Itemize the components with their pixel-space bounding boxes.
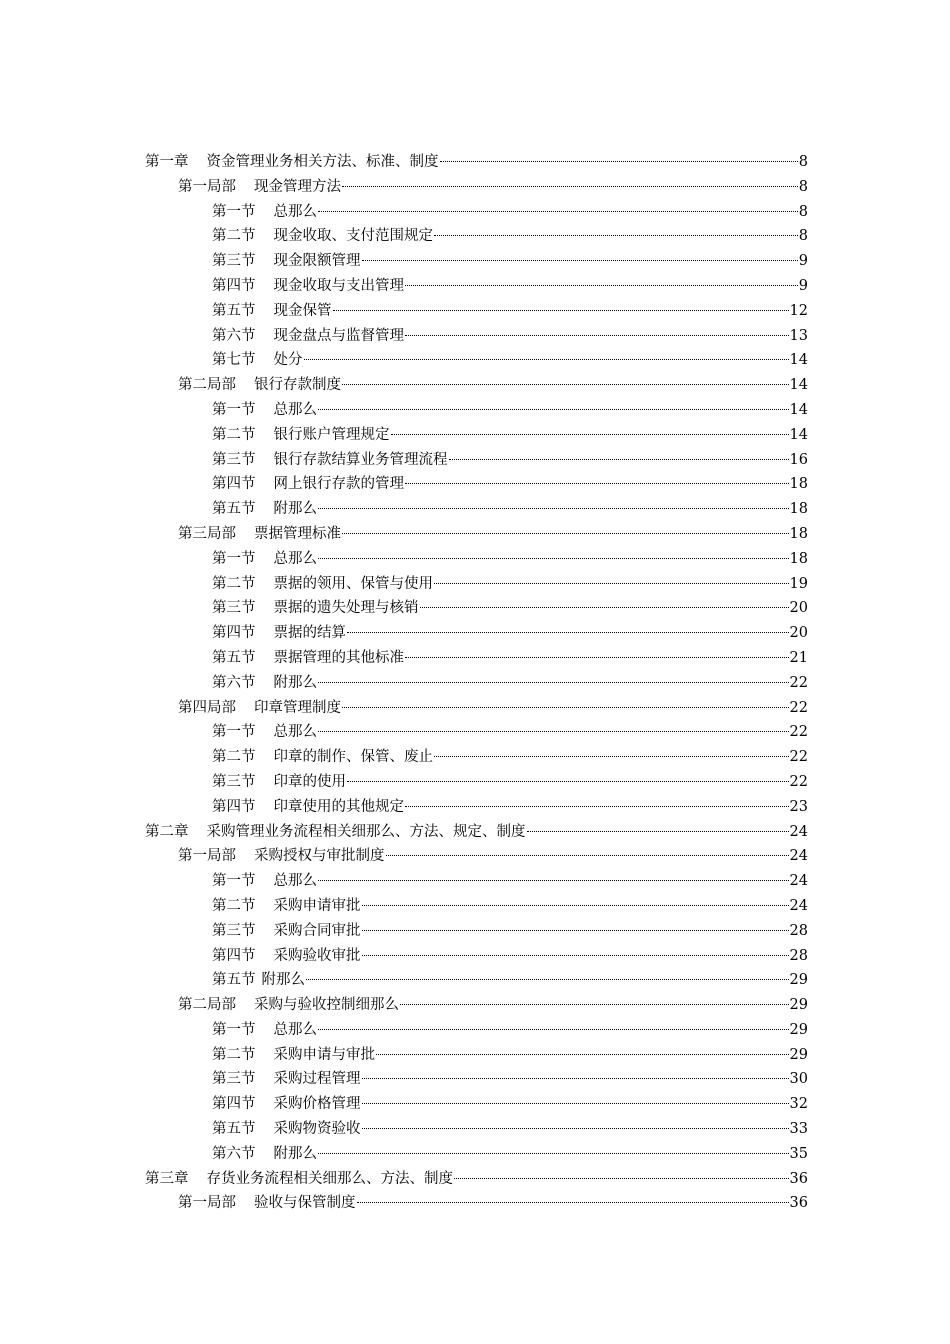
- dot-leader: [318, 409, 789, 410]
- toc-entry-number: 第七节: [212, 352, 256, 369]
- toc-entry-page: 18: [789, 476, 808, 493]
- dot-leader: [405, 657, 789, 658]
- toc-entry-title: 总那么: [273, 550, 317, 567]
- toc-entry[interactable]: [0, 919, 950, 944]
- dot-leader: [362, 260, 798, 261]
- toc-entry-title: 总那么: [273, 203, 317, 220]
- toc-entry[interactable]: [0, 894, 950, 919]
- toc-entry-page: 36: [789, 1170, 808, 1187]
- dot-leader: [333, 310, 789, 311]
- toc-entry-number: 第二章: [145, 823, 189, 840]
- toc-entry-title: 总那么: [273, 1021, 317, 1038]
- toc-entry[interactable]: [0, 869, 950, 894]
- toc-entry-title: 资金管理业务相关方法、标准、制度: [206, 154, 439, 170]
- toc-entry-number: 第二局部: [178, 377, 236, 394]
- toc-entry-number: 第六节: [212, 674, 256, 691]
- toc-entry-page: 18: [789, 525, 808, 542]
- toc-entry[interactable]: [0, 274, 950, 299]
- toc-entry-title: 总那么: [273, 724, 317, 741]
- dot-leader: [405, 483, 789, 484]
- toc-entry-title: 票据的领用、保管与使用: [273, 575, 433, 592]
- toc-entry-page: 22: [789, 749, 808, 766]
- toc-entry[interactable]: [0, 1191, 950, 1216]
- toc-entry-number: 第二节: [212, 897, 256, 914]
- toc-entry-title: 银行存款结算业务管理流程: [273, 451, 448, 468]
- toc-entry[interactable]: [0, 373, 950, 398]
- toc-entry[interactable]: [0, 324, 950, 349]
- toc-entry-page: 24: [789, 823, 808, 840]
- toc-entry[interactable]: [0, 621, 950, 646]
- toc-entry[interactable]: [0, 745, 950, 770]
- toc-entry-page: 35: [789, 1145, 808, 1162]
- toc-entry[interactable]: [0, 1117, 950, 1142]
- toc-entry-title: 票据管理的其他标准: [273, 649, 404, 666]
- toc-entry[interactable]: [0, 993, 950, 1018]
- toc-entry[interactable]: [0, 770, 950, 795]
- toc-entry-title: 印章使用的其他规定: [273, 798, 404, 815]
- toc-entry-number: 第六节: [212, 327, 256, 344]
- toc-entry-number: 第一节: [212, 550, 256, 567]
- toc-entry[interactable]: [0, 720, 950, 745]
- dot-leader: [434, 583, 789, 584]
- toc-entry-page: 21: [789, 649, 808, 666]
- dot-leader: [362, 1103, 789, 1104]
- toc-entry-page: 22: [789, 674, 808, 691]
- toc-entry-title: 采购申请与审批: [273, 1046, 375, 1063]
- toc-entry-title: 银行账户管理规定: [273, 426, 390, 443]
- dot-leader: [454, 1178, 789, 1179]
- toc-entry-title: 采购合同审批: [273, 922, 361, 939]
- toc-entry[interactable]: [0, 497, 950, 522]
- toc-entry[interactable]: [0, 299, 950, 324]
- toc-entry[interactable]: [0, 423, 950, 448]
- toc-entry[interactable]: [0, 249, 950, 274]
- toc-entry[interactable]: [0, 1043, 950, 1068]
- toc-entry-title: 总那么: [273, 873, 317, 890]
- toc-entry[interactable]: [0, 522, 950, 547]
- dot-leader: [527, 831, 789, 832]
- toc-entry-number: 第三节: [212, 1071, 256, 1088]
- dot-leader: [318, 1029, 789, 1030]
- toc-entry-title: 附那么: [261, 972, 305, 989]
- toc-entry-title: 票据的结算: [273, 625, 346, 642]
- dot-leader: [318, 731, 789, 732]
- toc-entry-page: 24: [789, 873, 808, 890]
- toc-entry[interactable]: [0, 968, 950, 993]
- dot-leader: [405, 335, 789, 336]
- dot-leader: [400, 1004, 789, 1005]
- toc-entry[interactable]: [0, 398, 950, 423]
- toc-entry-page: 13: [789, 327, 808, 344]
- toc-entry-page: 24: [789, 848, 808, 865]
- toc-entry-number: 第一节: [212, 1021, 256, 1038]
- toc-entry[interactable]: [0, 175, 950, 200]
- toc-entry-number: 第三节: [212, 451, 256, 468]
- dot-leader: [342, 384, 789, 385]
- toc-entry-title: 采购价格管理: [273, 1096, 361, 1113]
- toc-entry-title: 存货业务流程相关细那么、方法、制度: [206, 1170, 453, 1187]
- toc-entry-number: 第四节: [212, 277, 256, 294]
- toc-entry-number: 第四节: [212, 625, 256, 642]
- toc-entry-title: 采购物资验收: [273, 1121, 361, 1138]
- toc-entry-number: 第一局部: [178, 848, 236, 865]
- toc-entry-number: 第一节: [212, 724, 256, 741]
- dot-leader: [304, 359, 789, 360]
- toc-entry-page: 16: [789, 451, 808, 468]
- toc-entry-number: 第二节: [212, 426, 256, 443]
- toc-entry-title: 附那么: [273, 674, 317, 691]
- toc-entry-number: 第三节: [212, 773, 256, 790]
- dot-leader: [420, 607, 789, 608]
- dot-leader: [318, 211, 798, 212]
- toc-entry-title: 现金管理方法: [254, 178, 341, 195]
- toc-entry-page: 23: [789, 798, 808, 815]
- dot-leader: [318, 682, 789, 683]
- toc-entry-page: 8: [798, 203, 808, 220]
- toc-entry[interactable]: [0, 596, 950, 621]
- toc-entry-page: 14: [789, 352, 808, 369]
- toc-entry-page: 28: [789, 947, 808, 964]
- dot-leader: [347, 781, 789, 782]
- toc-entry-number: 第一章: [145, 154, 189, 170]
- toc-entry-number: 第三节: [212, 922, 256, 939]
- toc-entry-page: 8: [798, 154, 808, 170]
- toc-entry-number: 第二节: [212, 575, 256, 592]
- toc-entry[interactable]: [0, 200, 950, 225]
- toc-entry-number: 第三局部: [178, 525, 236, 542]
- toc-entry-number: 第五节: [212, 649, 256, 666]
- toc-entry-title: 网上银行存款的管理: [273, 476, 404, 493]
- toc-entry-number: 第五节: [212, 1121, 256, 1138]
- toc-entry-page: 9: [798, 253, 808, 270]
- toc-entry[interactable]: [0, 572, 950, 597]
- dot-leader: [440, 161, 798, 162]
- toc-entry-page: 30: [789, 1071, 808, 1088]
- dot-leader: [342, 707, 789, 708]
- toc-entry-title: 采购验收审批: [273, 947, 361, 964]
- toc-entry-page: 22: [789, 699, 808, 716]
- toc-entry-number: 第四局部: [178, 699, 236, 716]
- dot-leader: [306, 979, 789, 980]
- toc-entry-number: 第一节: [212, 873, 256, 890]
- toc-entry-page: 14: [789, 426, 808, 443]
- toc-entry-number: 第一局部: [178, 1195, 236, 1212]
- toc-entry-page: 36: [789, 1195, 808, 1212]
- toc-entry-title: 处分: [273, 352, 303, 369]
- toc-entry-number: 第五节: [212, 972, 256, 989]
- toc-entry-title: 现金盘点与监督管理: [273, 327, 404, 344]
- toc-entry[interactable]: [0, 348, 950, 373]
- toc-entry-number: 第二局部: [178, 997, 236, 1014]
- dot-leader: [318, 1153, 789, 1154]
- toc-entry[interactable]: [0, 944, 950, 969]
- toc-entry-number: 第一局部: [178, 178, 236, 195]
- dot-leader: [318, 558, 789, 559]
- toc-entry-number: 第二节: [212, 1046, 256, 1063]
- toc-entry-title: 票据的遗失处理与核销: [273, 600, 419, 617]
- toc-entry-page: 8: [798, 178, 808, 195]
- toc-entry-number: 第三章: [145, 1170, 189, 1187]
- dot-leader: [362, 1078, 789, 1079]
- toc-entry-number: 第四节: [212, 798, 256, 815]
- toc-entry[interactable]: [0, 795, 950, 820]
- toc-entry[interactable]: [0, 1142, 950, 1167]
- toc-entry-page: 22: [789, 724, 808, 741]
- toc-entry-page: 12: [789, 302, 808, 319]
- toc-entry-page: 19: [789, 575, 808, 592]
- toc-entry-number: 第五节: [212, 501, 256, 518]
- toc-entry-title: 附那么: [273, 1145, 317, 1162]
- toc-entry-page: 8: [798, 228, 808, 245]
- toc-entry[interactable]: [0, 1167, 950, 1192]
- toc-entry-number: 第四节: [212, 476, 256, 493]
- toc-entry-page: 9: [798, 277, 808, 294]
- toc-entry-title: 现金收取与支出管理: [273, 277, 404, 294]
- toc-entry-title: 印章管理制度: [254, 699, 341, 716]
- toc-entry[interactable]: [0, 646, 950, 671]
- toc-entry-number: 第六节: [212, 1145, 256, 1162]
- toc-entry-title: 采购申请审批: [273, 897, 361, 914]
- toc-entry[interactable]: [0, 820, 950, 845]
- dot-leader: [362, 930, 789, 931]
- toc-entry-page: 18: [789, 501, 808, 518]
- toc-entry-number: 第四节: [212, 1096, 256, 1113]
- dot-leader: [318, 880, 789, 881]
- dot-leader: [405, 285, 798, 286]
- toc-entry-page: 33: [789, 1121, 808, 1138]
- toc-entry-number: 第三节: [212, 600, 256, 617]
- toc-entry-page: 24: [789, 897, 808, 914]
- toc-entry-page: 28: [789, 922, 808, 939]
- toc-entry-page: 14: [789, 401, 808, 418]
- dot-leader: [405, 806, 789, 807]
- toc-entry-title: 印章的制作、保管、废止: [273, 749, 433, 766]
- toc-entry[interactable]: [0, 696, 950, 721]
- toc-entry-title: 总那么: [273, 401, 317, 418]
- toc-entry-page: 14: [789, 377, 808, 394]
- toc-entry-title: 附那么: [273, 501, 317, 518]
- toc-entry-page: 29: [789, 1046, 808, 1063]
- toc-entry[interactable]: [0, 1092, 950, 1117]
- toc-entry-title: 票据管理标准: [254, 525, 341, 542]
- dot-leader: [391, 434, 789, 435]
- toc-entry[interactable]: [0, 224, 950, 249]
- toc-entry-number: 第一节: [212, 401, 256, 418]
- toc-entry[interactable]: [0, 448, 950, 473]
- dot-leader: [362, 1128, 789, 1129]
- dot-leader: [434, 235, 798, 236]
- toc-entry-title: 采购与验收控制细那么: [254, 997, 399, 1014]
- dot-leader: [357, 1202, 789, 1203]
- toc-entry-number: 第五节: [212, 302, 256, 319]
- toc-entry[interactable]: [0, 671, 950, 696]
- toc-entry-title: 采购过程管理: [273, 1071, 361, 1088]
- toc-entry-page: 29: [789, 1021, 808, 1038]
- table-of-contents: [0, 150, 950, 1216]
- toc-entry-title: 采购授权与审批制度: [254, 848, 385, 865]
- toc-entry-number: 第四节: [212, 947, 256, 964]
- toc-entry-title: 验收与保管制度: [254, 1195, 356, 1212]
- dot-leader: [386, 855, 789, 856]
- dot-leader: [362, 955, 789, 956]
- dot-leader: [449, 459, 789, 460]
- dot-leader: [342, 186, 798, 187]
- toc-entry-title: 现金保管: [273, 302, 332, 319]
- toc-entry-number: 第一节: [212, 203, 256, 220]
- toc-entry-title: 印章的使用: [273, 773, 346, 790]
- toc-entry-title: 现金收取、支付范围规定: [273, 228, 433, 245]
- toc-entry[interactable]: [0, 844, 950, 869]
- toc-entry-page: 29: [789, 972, 808, 989]
- toc-entry[interactable]: [0, 150, 950, 175]
- toc-entry-page: 32: [789, 1096, 808, 1113]
- toc-entry[interactable]: [0, 1018, 950, 1043]
- dot-leader: [347, 632, 789, 633]
- toc-entry[interactable]: [0, 1067, 950, 1092]
- toc-entry-title: 银行存款制度: [254, 377, 341, 394]
- toc-entry-number: 第二节: [212, 228, 256, 245]
- toc-entry-page: 20: [789, 625, 808, 642]
- toc-entry-title: 采购管理业务流程相关细那么、方法、规定、制度: [206, 823, 526, 840]
- toc-entry-number: 第三节: [212, 253, 256, 270]
- toc-entry-title: 现金限额管理: [273, 253, 361, 270]
- dot-leader: [376, 1054, 789, 1055]
- dot-leader: [318, 508, 789, 509]
- toc-entry-page: 18: [789, 550, 808, 567]
- dot-leader: [362, 905, 789, 906]
- toc-entry-page: 22: [789, 773, 808, 790]
- dot-leader: [342, 533, 789, 534]
- toc-entry-number: 第二节: [212, 749, 256, 766]
- toc-entry-page: 29: [789, 997, 808, 1014]
- toc-entry[interactable]: [0, 472, 950, 497]
- toc-entry-page: 20: [789, 600, 808, 617]
- dot-leader: [434, 756, 789, 757]
- toc-entry[interactable]: [0, 547, 950, 572]
